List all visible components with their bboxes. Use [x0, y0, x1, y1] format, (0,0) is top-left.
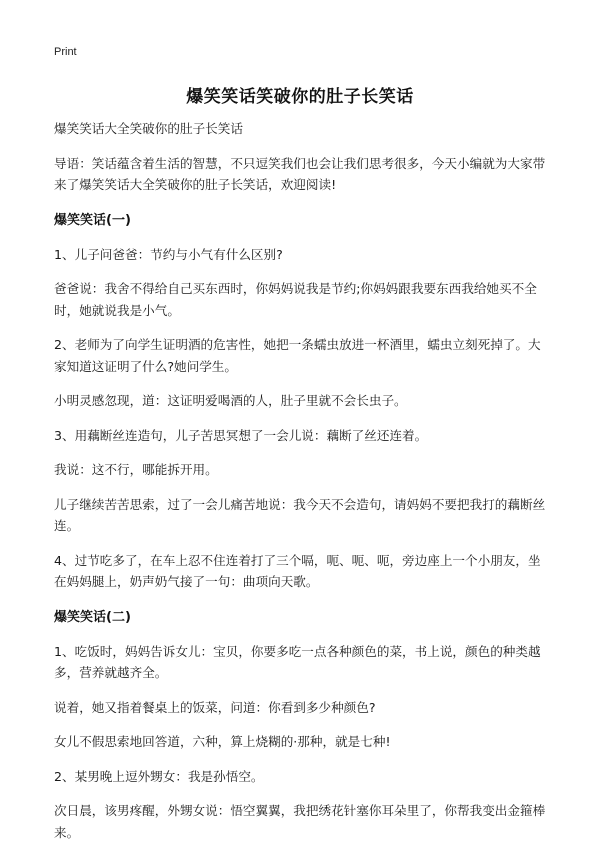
- article-body: [54, 118, 548, 843]
- paragraph: 小明灵感忽现，道：这证明爱喝酒的人，肚子里就不会长虫子。: [54, 393, 407, 408]
- print-link[interactable]: Print: [54, 46, 77, 58]
- section-heading-2: 爆笑笑话(二): [54, 609, 131, 625]
- paragraph: 2、某男晚上逗外甥女：我是孙悟空。: [54, 768, 264, 784]
- article-subtitle: 爆笑笑话大全笑破你的肚子长笑话: [54, 121, 243, 136]
- paragraph: 1、吃饭时，妈妈告诉女儿：宝贝，你要多吃一点各种颜色的菜，书上说，颜色的种类越多，营养就越齐全。: [54, 643, 541, 680]
- paragraph: 我说：这不行，哪能拆开用。: [54, 462, 218, 477]
- paragraph: 次日晨，该男疼醒，外甥女说：悟空翼翼，我把绣花针塞你耳朵里了，你帮我变出金箍棒来。: [54, 803, 546, 840]
- paragraph: 3、用藕断丝连造句，儿子苦思冥想了一会儿说：藕断了丝还连着。: [54, 427, 428, 443]
- page-title: 爆笑笑话笑破你的肚子长笑话: [186, 87, 414, 107]
- paragraph: 爸爸说：我舍不得给自己买东西时，你妈妈说我是节约;你妈妈跟我要东西我给她买不全时，她就说我是小气。: [54, 281, 537, 318]
- paragraph: 儿子继续苦苦思索，过了一会儿痛苦地说：我今天不会造句，请妈妈不要把我打的藕断丝连。: [54, 496, 546, 533]
- paragraph: 说着，她又指着餐桌上的饭菜，问道：你看到多少种颜色?: [54, 699, 376, 715]
- article-intro: 导语：笑话蕴含着生活的智慧，不只逗笑我们也会让我们思考很多，今天小编就为大家带来了爆笑笑话大全笑破你的肚子长笑话，欢迎阅读!: [54, 155, 546, 192]
- paragraph: 1、儿子问爸爸：节约与小气有什么区别?: [54, 246, 283, 262]
- paragraph: 2、老师为了向学生证明酒的危害性，她把一条蠕虫放进一杯酒里，蠕虫立刻死掉了。大家知道这证明了什么?她问学生。: [54, 337, 541, 374]
- paragraph: 女儿不假思索地回答道，六种，算上烧糊的·那种，就是七种!: [54, 734, 391, 749]
- paragraph: 4、过节吃多了，在车上忍不住连着打了三个嗝，呃、呃、呃，旁边座上一个小朋友，坐在妈妈腿上，奶声奶气接了一句：曲项向天歌。: [54, 552, 541, 589]
- section-heading-1: 爆笑笑话(一): [54, 212, 131, 228]
